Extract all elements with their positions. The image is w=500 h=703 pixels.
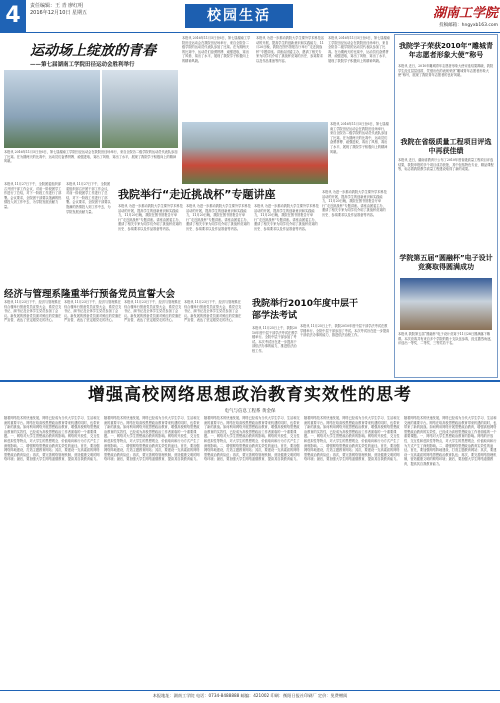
econ-title: 经济与管理系隆重举行预备党员宣誓大会: [4, 289, 176, 300]
main-rule: [0, 380, 500, 382]
main-title: 增强高校网络思想政治教育实效性的思考: [88, 385, 412, 405]
econ-body-col1: 本报讯 11月23日下午，经济与管理系在综合楼举行预备党员宣誓大会，系党总支书记、副书记及全体学生党员参加了会议。新发展的预备党员面对鲜红的党旗庄严宣誓，表达了坚定跟党走的决心。: [4, 300, 62, 323]
econ-body-col2: 本报讯 11月23日下午，经济与管理系在综合楼举行预备党员宣誓大会，系党总支书记、副书记及全体学生党员参加了会议。新发展的预备党员面对鲜红的党旗庄严宣誓，表达了坚定跟党走的决心。: [64, 300, 122, 323]
mid-left-body-2: 本报讯 11月27日下午，全院团委组织部召开团干部工作会议，对前一阶段团学工作进行了总结，对下一阶段工作进行了部署。会议要求，全院团干部要以饱满的热情投入到工作中去，为学院发展贡献力量。: [66, 182, 111, 214]
date-line: 2016年12月10日 星期五: [30, 10, 88, 16]
editor-line: 责任编辑：王 青 廖红明: [30, 3, 84, 9]
cadre-body-2: 本报讯 11月25日上午，我院2010年度中层干部学法考试在教学楼举行。全院中层干部参加了考试。本次考试旨在进一步提高干部依法办事的能力，推进依法治校工作。: [252, 326, 298, 353]
challenge-body-col2: 本报讯 为进一步推动我院大学生课外学术科技活动的开展，提高学生的创新意识和实践能力，11月20日晚，我院在图书馆报告厅举行“走近挑战杯”专题讲座。讲座由团委主办，邀请了相关专家为同学们介绍了挑战杯竞赛的历史、参赛要求以及作品准备等内容。: [186, 204, 251, 231]
challenge-title: 我院举行“走近挑战杯”专题讲座: [118, 188, 276, 201]
footer-info: 本报地址：湖南工学院 电话：0734-8488888 邮编：421002 印刷：衡阳日报社印刷厂 定价：免费赠阅: [152, 693, 348, 698]
contest-body: 本报讯 我院第五届“圆融杯”电子设计竞赛于11月28日圆满落下帷幕。本次竞赛共有来自多个学院的数十支队伍参赛，经过激烈角逐，评选出一等奖、二等奖、三等奖若干名。: [398, 332, 494, 346]
contest-title: 学院第五届“圆融杯”电子设计竞赛取得圆满成功: [399, 254, 493, 271]
submission-email: 投稿邮箱：hngyxb163.com: [439, 23, 498, 28]
main-col-4: 随着网络技术的快速发展，网络已经成为当代大学生学习、生活和交流的重要平台。网络在给高校思想政治教育带来机遇的同时，也带来了新的挑战。如何利用网络开展思想政治教育，增强高校网络思想政治教育的实效性，已经成为高校思想政治工作者面临的一个重要课题。一、网络对大学生思想政治教育的影响。网络的开放性、交互性和虚拟性等特点，对大学生的思想观念、价值取向和行为方式产生了深刻影响。二、增强网络思想政治教育实效性的途径。首先，要加强网络阵地建设，打造主题教育网站；其次，要建设一支高素质的网络思想政治教育队伍；再次，要完善网络管理机制，营造健康文明的网络环境；最后，要加强大学生网络道德教育，提高其自我教育能力。: [304, 416, 400, 462]
marching-caption: 本报讯 2016年11月5日至6日，第七届湖南工学院田径运动会在我院田径场举行，来自全院各二级学院的运动员代表队参加了比赛。在为期两天的比赛中，运动员们奋勇拼搏、顽强进取，赛出了风格、赛出了水平，展现了我院学子积极向上的精神风貌。: [330, 122, 389, 154]
volunteer-title: 我院学子荣获2010年“雕城青年志愿者形象大使”称号: [398, 42, 494, 59]
quality-body: 本报讯 近日，湖南省教育厅公布了2010年度省级质量工程项目评选结果，我院申报的多个项目成功获批，其中包括特色专业、精品课程等，标志着我院教学质量工程建设取得了新的成果。: [398, 158, 494, 172]
contest-photo: [400, 278, 492, 330]
footer-rule: [0, 690, 500, 691]
mid-left-body: 本报讯 11月27日下午，全院团委组织部召开团干部工作会议，对前一阶段团学工作进行了总结，对下一阶段工作进行了部署。会议要求，全院团干部要以饱满的热情投入到工作中去，为学院发展贡献力量。: [4, 182, 62, 209]
sports-body-col3: 本报讯 为进一步推动我院大学生课外学术科技活动的开展，提高学生的创新意识和实践能力，11月20日晚，我院在图书馆报告厅举行“走近挑战杯”专题讲座。讲座由团委主办，邀请了相关专家为同学们介绍了挑战杯竞赛的历史、参赛要求以及作品准备等内容。: [256, 36, 324, 63]
main-col-3: 随着网络技术的快速发展，网络已经成为当代大学生学习、生活和交流的重要平台。网络在给高校思想政治教育带来机遇的同时，也带来了新的挑战。如何利用网络开展思想政治教育，增强高校网络思想政治教育的实效性，已经成为高校思想政治工作者面临的一个重要课题。一、网络对大学生思想政治教育的影响。网络的开放性、交互性和虚拟性等特点，对大学生的思想观念、价值取向和行为方式产生了深刻影响。二、增强网络思想政治教育实效性的途径。首先，要加强网络阵地建设，打造主题教育网站；其次，要建设一支高素质的网络思想政治教育队伍；再次，要完善网络管理机制，营造健康文明的网络环境；最后，要加强大学生网络道德教育，提高其自我教育能力。: [204, 416, 300, 462]
sports-body-col2: 本报讯 2016年11月5日至6日，第七届湖南工学院田径运动会在我院田径场举行，来自全院各二级学院的运动员代表队参加了比赛。在为期两天的比赛中，运动员们奋勇拼搏、顽强进取，赛出了风格、赛出了水平，展现了我院学子积极向上的精神风貌。: [182, 36, 251, 63]
challenge-body-col4: 本报讯 为进一步推动我院大学生课外学术科技活动的开展，提高学生的创新意识和实践能力，11月20日晚，我院在图书馆报告厅举行“走近挑战杯”专题讲座。讲座由团委主办，邀请了相关专家为同学们介绍了挑战杯竞赛的历史、参赛要求以及作品准备等内容。: [322, 190, 387, 217]
main-col-5: 随着网络技术的快速发展，网络已经成为当代大学生学习、生活和交流的重要平台。网络在给高校思想政治教育带来机遇的同时，也带来了新的挑战。如何利用网络开展思想政治教育，增强高校网络思想政治教育的实效性，已经成为高校思想政治工作者面临的一个重要课题。一、网络对大学生思想政治教育的影响。网络的开放性、交互性和虚拟性等特点，对大学生的思想观念、价值取向和行为方式产生了深刻影响。二、增强网络思想政治教育实效性的途径。首先，要加强网络阵地建设，打造主题教育网站；其次，要建设一支高素质的网络思想政治教育队伍；再次，要完善网络管理机制，营造健康文明的网络环境；最后，要加强大学生网络道德教育，提高其自我教育能力。: [404, 416, 497, 466]
header-rule: [0, 32, 500, 33]
sports-body-col4: 本报讯 2016年11月5日至6日，第七届湖南工学院田径运动会在我院田径场举行，来自全院各二级学院的运动员代表队参加了比赛。在为期两天的比赛中，运动员们奋勇拼搏、顽强进取，赛出了风格、赛出了水平，展现了我院学子积极向上的精神风貌。: [328, 36, 390, 63]
sports-subtitle: ——第七届湖南工学院田径运动会胜利举行: [30, 62, 135, 68]
marching-photo: [182, 122, 328, 184]
cadre-title: 我院举行2010年度中层干部学法考试: [252, 299, 359, 321]
challenge-body-col3: 本报讯 为进一步推动我院大学生课外学术科技活动的开展，提高学生的创新意识和实践能力，11月20日晚，我院在图书馆报告厅举行“走近挑战杯”专题讲座。讲座由团委主办，邀请了相关专家为同学们介绍了挑战杯竞赛的历史、参赛要求以及作品准备等内容。: [254, 204, 319, 231]
sports-photo-2: [102, 70, 178, 148]
newspaper-logo: 湖南工学院: [432, 6, 498, 21]
sports-body: 本报讯 2016年11月5日至6日，第七届湖南工学院田径运动会在我院田径场举行，来自全院各二级学院的运动员代表队参加了比赛。在为期两天的比赛中，运动员们奋勇拼搏、顽强进取，赛出了风格、赛出了水平，展现了我院学子积极向上的精神风貌。: [4, 150, 178, 164]
header-meta: [30, 3, 180, 17]
sports-title: 运动场上绽放的青春: [30, 43, 156, 59]
page-number: 4: [0, 0, 26, 32]
sports-photo-1: [4, 70, 100, 148]
main-col-1: 随着网络技术的快速发展，网络已经成为当代大学生学习、生活和交流的重要平台。网络在给高校思想政治教育带来机遇的同时，也带来了新的挑战。如何利用网络开展思想政治教育，增强高校网络思想政治教育的实效性，已经成为高校思想政治工作者面临的一个重要课题。一、网络对大学生思想政治教育的影响。网络的开放性、交互性和虚拟性等特点，对大学生的思想观念、价值取向和行为方式产生了深刻影响。二、增强网络思想政治教育实效性的途径。首先，要加强网络阵地建设，打造主题教育网站；其次，要建设一支高素质的网络思想政治教育队伍；再次，要完善网络管理机制，营造健康文明的网络环境；最后，要加强大学生网络道德教育，提高其自我教育能力。: [4, 416, 100, 462]
econ-body-col3: 本报讯 11月23日下午，经济与管理系在综合楼举行预备党员宣誓大会，系党总支书记、副书记及全体学生党员参加了会议。新发展的预备党员面对鲜红的党旗庄严宣誓，表达了坚定跟党走的决心。: [124, 300, 182, 323]
econ-body-col4: 本报讯 11月23日下午，经济与管理系在综合楼举行预备党员宣誓大会，系党总支书记、副书记及全体学生党员参加了会议。新发展的预备党员面对鲜红的党旗庄严宣誓，表达了坚定跟党走的决心。: [184, 300, 242, 323]
quality-title: 我院在省级质量工程项目评选中再获佳绩: [400, 138, 492, 155]
cadre-body: 本报讯 11月25日上午，我院2010年度中层干部学法考试在教学楼举行。全院中层干部参加了考试。本次考试旨在进一步提高干部依法办事的能力，推进依法治校工作。: [300, 324, 390, 338]
main-byline: 电气与信息工程系 黄金保: [224, 409, 276, 414]
main-col-2: 随着网络技术的快速发展，网络已经成为当代大学生学习、生活和交流的重要平台。网络在给高校思想政治教育带来机遇的同时，也带来了新的挑战。如何利用网络开展思想政治教育，增强高校网络思想政治教育的实效性，已经成为高校思想政治工作者面临的一个重要课题。一、网络对大学生思想政治教育的影响。网络的开放性、交互性和虚拟性等特点，对大学生的思想观念、价值取向和行为方式产生了深刻影响。二、增强网络思想政治教育实效性的途径。首先，要加强网络阵地建设，打造主题教育网站；其次，要建设一支高素质的网络思想政治教育队伍；再次，要完善网络管理机制，营造健康文明的网络环境；最后，要加强大学生网络道德教育，提高其自我教育能力。: [104, 416, 200, 462]
volunteer-body: 本报讯 近日，2010年雕城青年志愿者形象大使评选结果揭晓，我院学生经过层层选拔，凭借出色的表现荣获“雕城青年志愿者形象大使”称号，展现了我院青年志愿者的良好风貌。: [398, 64, 494, 78]
section-banner: 校园生活: [185, 4, 293, 28]
challenge-body-col1: 本报讯 为进一步推动我院大学生课外学术科技活动的开展，提高学生的创新意识和实践能力，11月20日晚，我院在图书馆报告厅举行“走近挑战杯”专题讲座。讲座由团委主办，邀请了相关专家为同学们介绍了挑战杯竞赛的历史、参赛要求以及作品准备等内容。: [118, 204, 183, 231]
